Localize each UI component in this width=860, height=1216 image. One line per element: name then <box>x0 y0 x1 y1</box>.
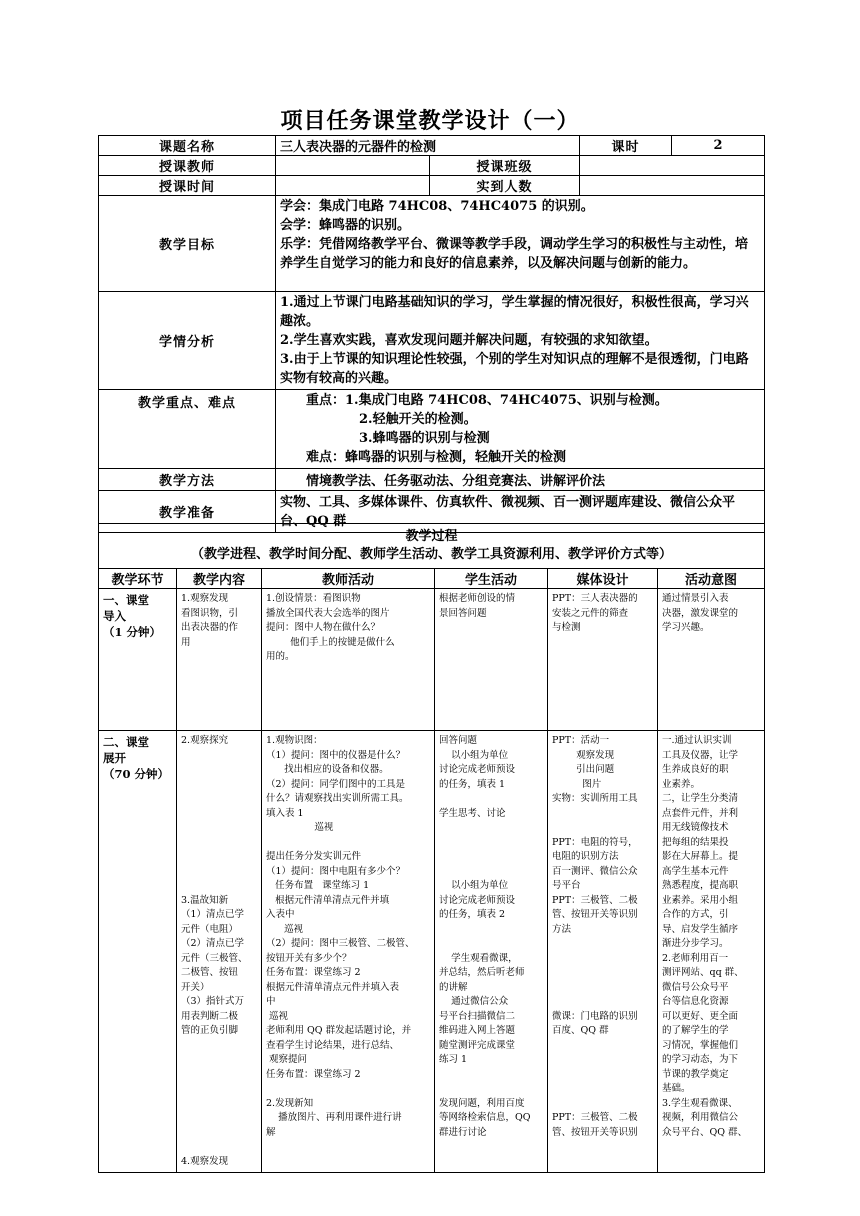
process-subtitle: （教学进程、教学时间分配、教师学生活动、教学工具资源利用、教学评价方式等） <box>191 547 673 562</box>
analysis-line: 1.通过上节课门电路基础知识的学习，学生掌握的情况很好，积极性很高，学习兴趣浓。 <box>280 295 749 329</box>
student-cell: 根据老师创设的情 景回答问题 <box>435 589 548 731</box>
keypoint-line: 3.蜂鸣器的识别与检测 <box>359 431 490 446</box>
col-header: 教学内容 <box>177 569 262 589</box>
stage-cell: 一、课堂 导入 （1 分钟） <box>99 589 177 731</box>
page-title: 项目任务课堂教学设计（一） <box>280 109 580 134</box>
teacher-value <box>276 156 430 176</box>
content-cell: 2.观察探究 3.温故知新 （1）清点已学 元件（电阻） （2）清点已学 元件（三极管、 二极管、按钮 开关） （3）指针式万 用表判断二极 管的正负引脚 4.观察发现 <box>177 731 262 1173</box>
media-cell: PPT：活动一 观察发现 引出问题 图片 实物：实训所用工具 PPT：电阻的符号， 电阻的识别方法 百一测评、微信公众 号平台 PPT：三极管、二极 管、按钮开关等识别 方法 微课：门电路的识别 百度、QQ 群 PPT：三极管、二极 管、按钮开关等识别 <box>548 731 658 1173</box>
attend-label: 实到人数 <box>430 176 580 196</box>
keypoint-line: 难点：蜂鸣器的识别与检测，轻触开关的检测 <box>306 450 567 465</box>
col-header: 教学环节 <box>99 569 177 589</box>
topic-label: 课题名称 <box>99 136 276 156</box>
time-value <box>276 176 430 196</box>
intent-cell: 通过情景引入表 决器，激发课堂的 学习兴趣。 <box>658 589 765 731</box>
methods-label: 教学方法 <box>99 469 276 491</box>
media-cell: PPT：三人表决器的 安装之元件的筛查 与检测 <box>548 589 658 731</box>
keypoints-text <box>276 390 765 469</box>
stage-cell: 二、课堂 展开 （70 分钟） <box>99 731 177 1173</box>
intent-cell: 一.通过认识实训 工具及仪器，让学 生养成良好的职 业素养。 二，让学生分类清 点套件元件，并利 用无线镜像技术 把每组的结果投 影在大屏幕上。提 高学生基本元件 熟悉程度，提高职 业素养。采用小组 合作的方式，引 导、启发学生循序 渐进分步学习。 2.老师利用百一 测评网站、qq 群、 微信号公众号平 台等信息化资源 可以更好、更全面 的了解学生的学 习情况，掌握他们 的学习动态，为下 节课的教学奠定 基础。 3.学生观看微课、 视频，利用微信公 众号平台、QQ 群、 <box>658 731 765 1173</box>
analysis-text <box>276 292 765 390</box>
prep-value: 实物、工具、多媒体课件、仿真软件、微视频、百一测评题库建设、微信公众平台、QQ 群 <box>276 491 765 533</box>
analysis-label: 学情分析 <box>99 292 276 390</box>
time-label: 授课时间 <box>99 176 276 196</box>
col-header: 媒体设计 <box>548 569 658 589</box>
process-row-intro <box>99 589 765 731</box>
process-title: 教学过程 <box>405 529 458 544</box>
goal-line: 会学：蜂鸣器的识别。 <box>280 218 411 233</box>
goals-text <box>276 196 765 292</box>
info-table <box>98 135 765 533</box>
prep-label: 教学准备 <box>99 491 276 533</box>
teacher-label: 授课教师 <box>99 156 276 176</box>
col-header: 活动意图 <box>658 569 765 589</box>
content-cell: 1.观察发现 看图识物，引 出表决器的作 用 <box>177 589 262 731</box>
keypoint-line: 2.轻触开关的检测。 <box>359 412 477 427</box>
process-row-main <box>99 731 765 1173</box>
teacher-cell: 1.创设情景：看图识物 播放全国代表大会选举的图片 提问：图中人物在做什么？ 他们手上的按键是做什么 用的。 <box>262 589 435 731</box>
col-header: 教师活动 <box>262 569 435 589</box>
teacher-cell: 1.观物识图： （1）提问：图中的仪器是什么？ 找出相应的设备和仪器。 （2）提问：同学们图中的工具是 什么？请观察找出实训所需工具。 填入表 1 巡视 提出任务分发实训元件 （1）提问：图中电阻有多少个？ 任务布置 课堂练习 1 根据元件清单清点元件并填 入表中 巡视 （2）提问：图中三极管、二极管、 按钮开关有多少个？ 任务布置：课堂练习 2 根据元件清单清点元件并填入表 中 巡视 老师利用 QQ 群发起话题讨论，并 查看学生讨论结果，进行总结、 观察提问 任务布置：课堂练习 2 2.发现新知 播放图片、再利用课件进行讲 解 <box>262 731 435 1173</box>
class-label: 授课班级 <box>430 156 580 176</box>
process-table <box>98 523 765 1173</box>
process-header <box>99 524 765 569</box>
col-header: 学生活动 <box>435 569 548 589</box>
goal-line: 乐学：凭借网络教学平台、微课等教学手段，调动学生学习的积极性与主动性，培养学生自觉学习的能力和良好的信息素养，以及解决问题与创新的能力。 <box>280 237 749 271</box>
topic-value: 三人表决器的元器件的检测 <box>276 136 580 156</box>
attend-value <box>580 176 765 196</box>
student-cell: 回答问题 以小组为单位 讨论完成老师预设 的任务，填表 1 学生思考、讨论 以小组为单位 讨论完成老师预设 的任务，填表 2 学生观看微课， 并总结，然后听老师 的讲解 通过微信公众 号平台扫描微信二 维码进入网上答题 随堂测评完成课堂 练习 1 发现问题，利用百度 等网络检索信息，QQ 群进行讨论 <box>435 731 548 1173</box>
hours-label: 课时 <box>580 136 672 156</box>
analysis-line: 3.由于上节课的知识理论性较强，个别的学生对知识点的理解不是很透彻，门电路实物有较高的兴趣。 <box>280 352 749 386</box>
methods-value: 情境教学法、任务驱动法、分组竞赛法、讲解评价法 <box>276 469 765 491</box>
class-value <box>580 156 765 176</box>
hours-value: 2 <box>672 136 765 156</box>
goal-line: 学会：集成门电路 74HC08、74HC4075 的识别。 <box>280 199 594 214</box>
keypoint-line: 重点：1.集成门电路 74HC08、74HC4075、识别与检测。 <box>306 393 668 408</box>
keypoints-label: 教学重点、难点 <box>99 390 276 469</box>
goals-label: 教学目标 <box>99 196 276 292</box>
analysis-line: 2.学生喜欢实践，喜欢发现问题并解决问题，有较强的求知欲望。 <box>280 333 658 348</box>
